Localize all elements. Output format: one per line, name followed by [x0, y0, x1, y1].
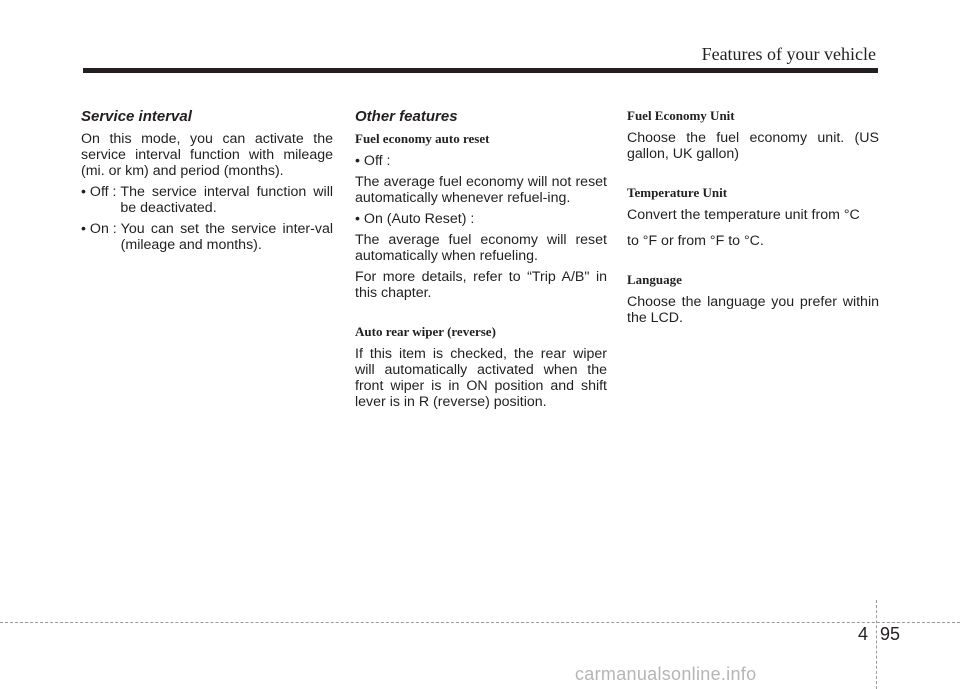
- watermark: carmanualsonline.info: [575, 664, 757, 684]
- bullet-on: [81, 221, 333, 253]
- bullet-off: [81, 184, 333, 216]
- subtitle-fuel-economy-auto-reset: Fuel economy auto reset: [355, 131, 490, 146]
- section-title-other-features: Other features: [355, 108, 458, 125]
- auto-reset-on-label: • On (Auto Reset) :: [355, 211, 475, 227]
- section-title-service-interval: Service interval: [81, 108, 192, 125]
- temperature-desc-line1: Convert the temperature unit from °C: [627, 207, 860, 223]
- bullet-off-text: The service interval function will be deactivated.: [120, 184, 333, 216]
- column-units-language: [627, 108, 879, 331]
- header-rule-thin: [83, 72, 878, 73]
- trip-reference: For more details, refer to “Trip A/B" in this chapter.: [355, 269, 607, 301]
- temperature-desc-line2: to °F or from °F to °C.: [627, 233, 764, 249]
- page-header-title: Features of your vehicle: [701, 44, 876, 64]
- service-interval-intro: On this mode, you can activate the service interval function with mileage (mi. or km) and period (months).: [81, 131, 333, 179]
- auto-reset-on-desc: The average fuel economy will reset automatically when refueling.: [355, 232, 607, 264]
- bullet-off-lead: • Off :: [81, 184, 121, 200]
- column-service-interval: [81, 108, 333, 258]
- footer-divider: [876, 600, 877, 689]
- page-number: 95: [880, 624, 901, 644]
- rear-wiper-desc: If this item is checked, the rear wiper will automatically activated when the front wiper is in ON position and shift lever is in R (reverse) position.: [355, 346, 607, 410]
- subtitle-auto-rear-wiper: Auto rear wiper (reverse): [355, 324, 496, 339]
- language-desc: Choose the language you prefer within the LCD.: [627, 294, 879, 326]
- auto-reset-off-desc: The average fuel economy will not reset automatically whenever refuel-ing.: [355, 174, 607, 206]
- subtitle-fuel-economy-unit: Fuel Economy Unit: [627, 108, 735, 123]
- auto-reset-off-label: • Off :: [355, 153, 391, 169]
- fuel-unit-desc: Choose the fuel economy unit. (US gallon, UK gallon): [627, 130, 879, 162]
- bullet-on-lead: • On :: [81, 221, 121, 237]
- subtitle-language: Language: [627, 272, 682, 287]
- bullet-on-text: You can set the service inter-val (mileage and months).: [120, 221, 333, 253]
- footer-rule: [0, 622, 960, 623]
- chapter-number: 4: [858, 624, 869, 644]
- subtitle-temperature-unit: Temperature Unit: [627, 185, 728, 200]
- column-other-features: [355, 108, 607, 415]
